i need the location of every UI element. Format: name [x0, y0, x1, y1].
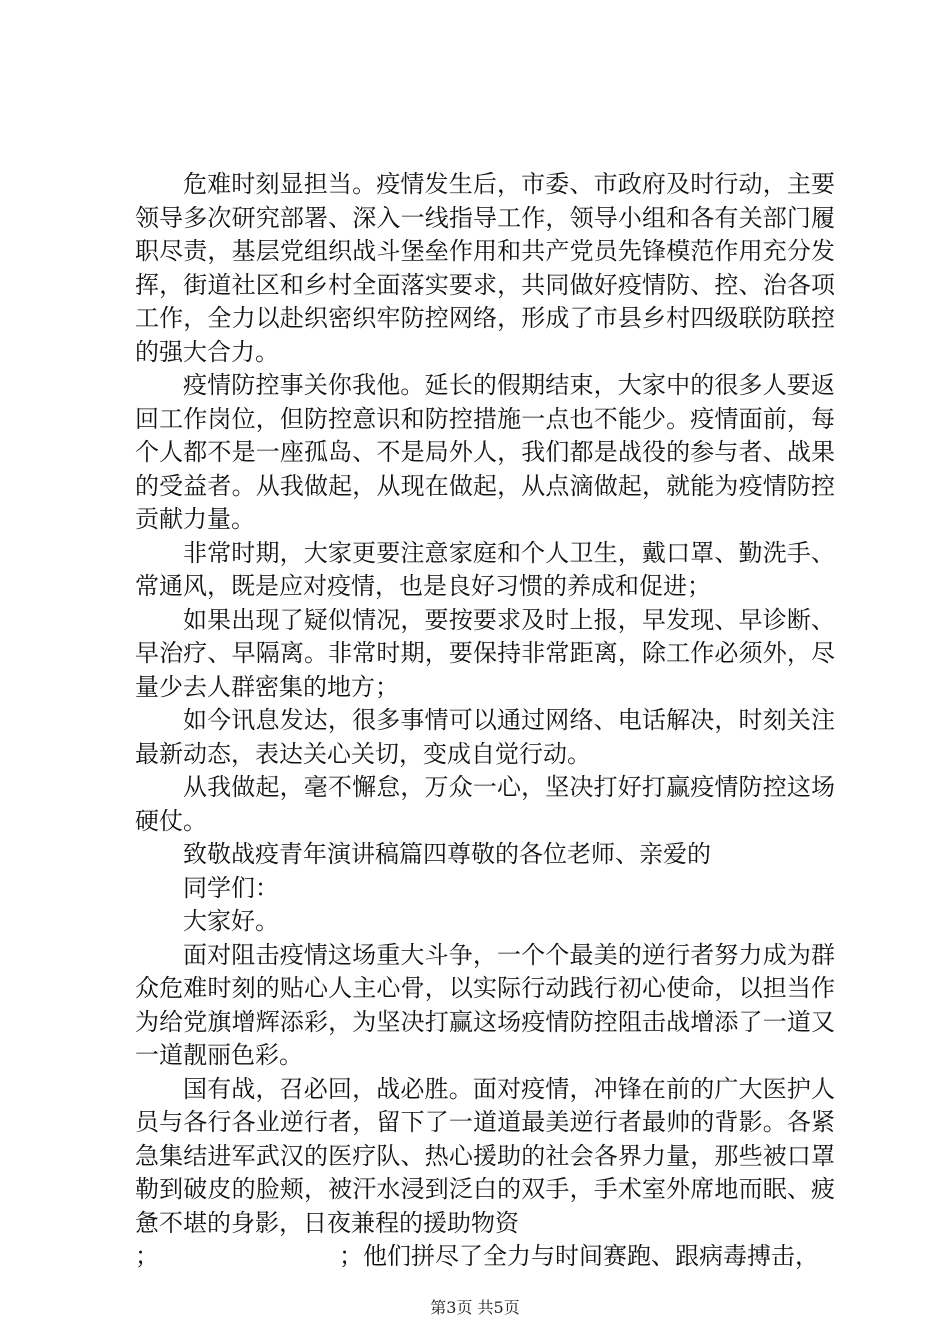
paragraph: 如果出现了疑似情况，要按要求及时上报，早发现、早诊断、早治疗、早隔离。非常时期，要保持非常距离，除工作必须外，尽量少去人群密集的地方； [135, 605, 835, 701]
paragraph: 致敬战疫青年演讲稿篇四尊敬的各位老师、亲爱的 [183, 840, 711, 868]
paragraph: 同学们： [183, 873, 279, 902]
paragraph: 疫情防控事关你我他。延长的假期结束，大家中的很多人要返回工作岗位，但防控意识和防控措施一点也不能少。疫情面前，每个人都不是一座孤岛、不是局外人，我们都是战役的参与者、战果的受益者。从我做起，从现在做起，从点滴做起，就能为疫情防控贡献力量。 [135, 371, 835, 533]
page-footer: 第3页 共5页 [430, 1298, 520, 1317]
paragraph: ； ；他们拼尽了全力与时间赛跑、跟病毒搏击， [135, 1242, 819, 1270]
paragraph: 面对阻击疫情这场重大斗争，一个个最美的逆行者努力成为群众危难时刻的贴心人主心骨，以实际行动践行初心使命，以担当作为给党旗增辉添彩，为坚决打赢这场疫情防控阻击战增添了一道又一道靓丽色彩。 [135, 940, 835, 1069]
paragraph: 如今讯息发达，很多事情可以通过网络、电话解决，时刻关注最新动态，表达关心关切，变成自觉行动。 [135, 706, 835, 768]
paragraph: 大家好。 [183, 907, 279, 935]
paragraph: 危难时刻显担当。疫情发生后，市委、市政府及时行动，主要领导多次研究部署、深入一线指导工作，领导小组和各有关部门履职尽责，基层党组织战斗堡垒作用和共产党员先锋模范作用充分发挥，街道社区和乡村全面落实要求，共同做好疫情防、控、治各项工作，全力以赴织密织牢防控网络，形成了市县乡村四级联防联控的强大合力。 [135, 170, 835, 366]
paragraph: 非常时期，大家更要注意家庭和个人卫生，戴口罩、勤洗手、常通风，既是应对疫情，也是良好习惯的养成和促进； [135, 538, 835, 600]
body-text [135, 168, 835, 1274]
paragraph: 国有战，召必回，战必胜。面对疫情，冲锋在前的广大医护人员与各行各业逆行者，留下了一道道最美逆行者最帅的背影。各紧急集结进军武汉的医疗队、热心援助的社会各界力量，那些被口罩勒到破皮的脸颊，被汗水浸到泛白的双手，手术室外席地而眠、疲惫不堪的身影，日夜兼程的援助物资 [135, 1074, 835, 1237]
paragraph: 从我做起，毫不懈怠，万众一心，坚决打好打赢疫情防控这场硬仗。 [135, 773, 835, 835]
